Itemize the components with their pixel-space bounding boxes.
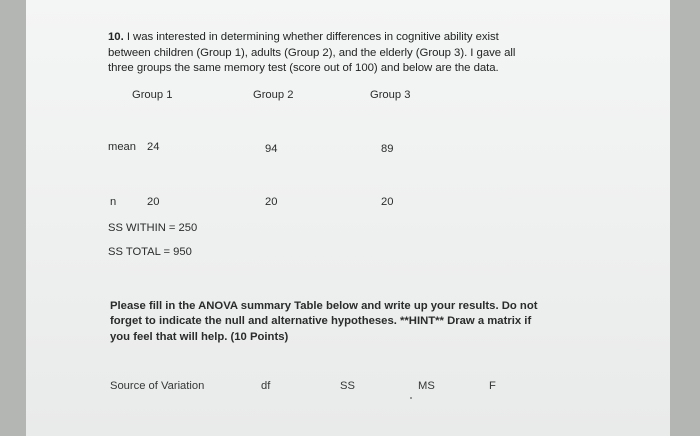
instructions-line-3: you feel that will help. (10 Points) — [110, 330, 289, 343]
group-1-n: 20 — [147, 196, 160, 208]
anova-header-ss: SS — [340, 380, 355, 392]
anova-header-source: Source of Variation — [110, 380, 205, 392]
instructions-line-2: forget to indicate the null and alternative hypotheses. **HINT** Draw a matrix if — [110, 315, 532, 328]
group-2-header: Group 2 — [253, 89, 294, 101]
question-line-3: three groups the same memory test (score out of 100) and below are the data. — [108, 62, 499, 75]
group-2-mean: 94 — [265, 143, 278, 155]
instructions — [110, 299, 537, 345]
ink-dot — [410, 397, 412, 399]
group-3-header: Group 3 — [370, 89, 411, 101]
group-1-header: Group 1 — [132, 89, 173, 101]
mean-label: mean — [108, 141, 136, 153]
instructions-line-1: Please fill in the ANOVA summary Table below and write up your results. Do not — [110, 300, 538, 312]
question-line-1-text: I was interested in determining whether differences in cognitive ability exist — [126, 31, 499, 43]
question-number: 10. — [108, 31, 124, 43]
question-text — [108, 30, 515, 77]
group-2-n: 20 — [265, 196, 278, 208]
ss-within: SS WITHIN = 250 — [108, 222, 198, 234]
group-3-n: 20 — [381, 196, 394, 208]
anova-header-df: df — [261, 380, 271, 392]
question-line-1 — [108, 30, 515, 46]
n-label: n — [110, 196, 117, 208]
anova-header-ms: MS — [418, 380, 435, 392]
group-3-mean: 89 — [381, 143, 394, 155]
anova-header-f: F — [489, 380, 496, 392]
ss-total: SS TOTAL = 950 — [108, 246, 192, 258]
group-1-mean: 24 — [147, 141, 160, 153]
question-line-2: between children (Group 1), adults (Group 2), and the elderly (Group 3). I gave all — [108, 46, 516, 59]
